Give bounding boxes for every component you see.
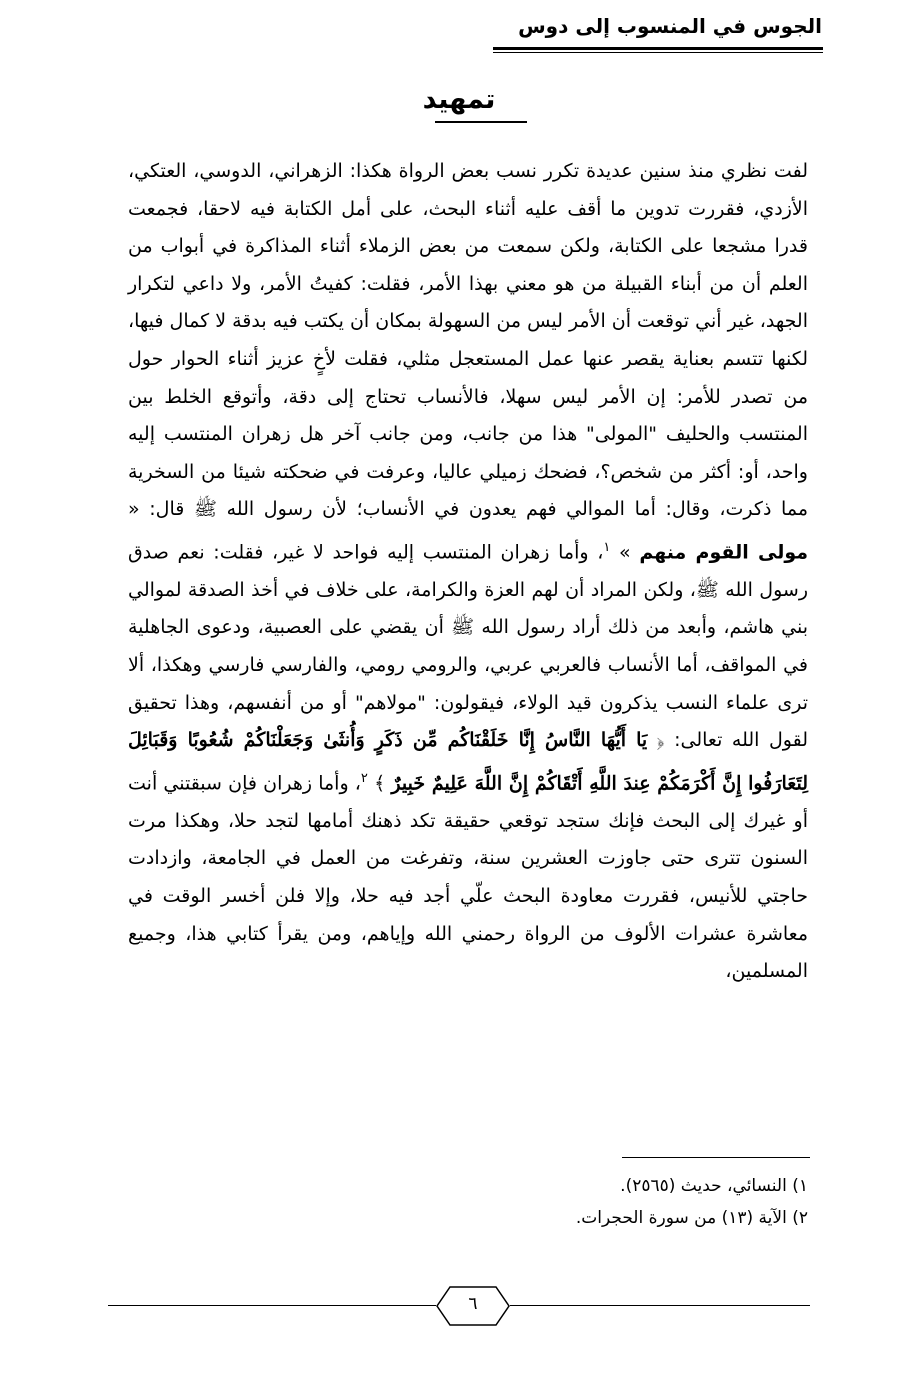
quran-verse: يَا أَيُّهَا النَّاسُ إِنَّا خَلَقْنَاكُم مِّن ذَكَرٍ وَأُنثَىٰ وَجَعَلْنَاكُمْ شُعُوبًا وَقَبَائِلَ لِتَعَارَفُوا إِنَّ أَكْرَمَكُمْ عِندَ اللَّهِ أَتْقَاكُمْ إِنَّ اللَّهَ عَلِيمٌ خَبِيرٌ — [128, 729, 808, 795]
page-number: ٦ — [468, 1294, 478, 1314]
body-text-run: لفت نظري منذ سنين عديدة تكرر نسب بعض الرواة هكذا: الزهراني، الدوسي، العتكي، الأزدي، فقررت تدوين ما أقف عليه أثناء البحث، على أمل الكتابة فيه لاحقا، فجمعت قدرا مشجعا على الكتابة، ولكن سمعت من بعض الزملاء أثناء المذاكرة في أبواب من العلم أن من أبناء القبيلة من هو معني بهذا الأمر، فقلت: كفيتُ الأمر، ولا داعي لتكرار الجهد، غير أني توقعت أن الأمر ليس من السهولة بمكان أن يكتب فيه بدقة لا كمال فيها، لكنها تتسم بعناية يقصر عنها عمل المستعجل مثلي، فقلت لأخٍ عزيز أثناء الحوار حول من تصدر للأمر: إن الأمر ليس سهلا، فالأنساب تحتاج إلى دقة، وأتوقع الخلط بين المنتسب والحليف "المولى" هذا من جانب، ومن جانب آخر هل زهران المنتسب إليه واحد، أو: أكثر من شخص؟، فضحك زميلي عاليا، وعرفت في ضحكته شيئا من السخرية مما ذكرت، وقال: أما الموالي فهم يعدون في الأنساب؛ لأن رسول الله ﷺ قال: « — [128, 160, 808, 521]
body-paragraph — [128, 153, 808, 991]
footnote-reference[interactable]: ١ — [603, 539, 611, 555]
footer-rule-left — [108, 1305, 436, 1306]
header-rule-thin — [493, 52, 823, 53]
footnote-item: ٢) الآية (١٣) من سورة الحجرات. — [575, 1208, 808, 1228]
body-text-run: ، وأما زهران فإن سبقتني أنت أو غيرك إلى البحث فإنك ستجد توقعي حقيقة تكد ذهنك أمامها لتجد حلا، وهكذا مرت السنون تترى حتى جاوزت العشرين سنة، وتفرغت من العمل في الجامعة، وازدادت حاجتي للأنيس، فقررت معاودة البحث علّي أجد فيه حلا، وإلا فلن أخسر الوقت في معاشرة عشرات الألوف من الرواة رحمني الله وإياهم، ومن يقرأ كتابي هذا، وجميع المسلمين، — [128, 772, 808, 983]
footnotes — [308, 1170, 808, 1234]
body-text-run: ﴾ — [374, 772, 386, 795]
body-text — [128, 153, 808, 991]
header-rule — [493, 47, 823, 50]
running-header: الجوس في المنسوب إلى دوس — [518, 14, 822, 38]
body-text-run: ، وأما زهران المنتسب إليه فواحد لا غير، فقلت: نعم صدق رسول الله ﷺ، ولكن المراد أن لهم العزة والكرامة، على خلاف في أخذ الصدقة لموالي بني هاشم، وأبعد من ذلك أراد رسول الله ﷺ أن يقضي على العصبية، ودعوى الجاهلية في المواقف، أما الأنساب فالعربي عربي، والرومي رومي، والفارسي فارسي وهكذا، ألا ترى علماء النسب يذكرون قيد الولاء، فيقولون: "مولاهم" أو من أنفسهم، وهذا تحقيق لقول الله تعالى: ﴿ — [128, 541, 808, 752]
footnote-separator — [622, 1157, 810, 1158]
body-text-run: » — [619, 541, 631, 564]
footnote-reference[interactable]: ٢ — [360, 770, 368, 786]
hadith-quote: مولى القوم منهم — [639, 541, 809, 564]
page-footer — [108, 1286, 810, 1326]
section-title-underline — [435, 121, 527, 123]
section-title: تمهيد — [422, 84, 496, 115]
footer-rule-right — [510, 1305, 810, 1306]
footnote-item: ١) النسائي، حديث (٢٥٦٥). — [620, 1176, 808, 1196]
